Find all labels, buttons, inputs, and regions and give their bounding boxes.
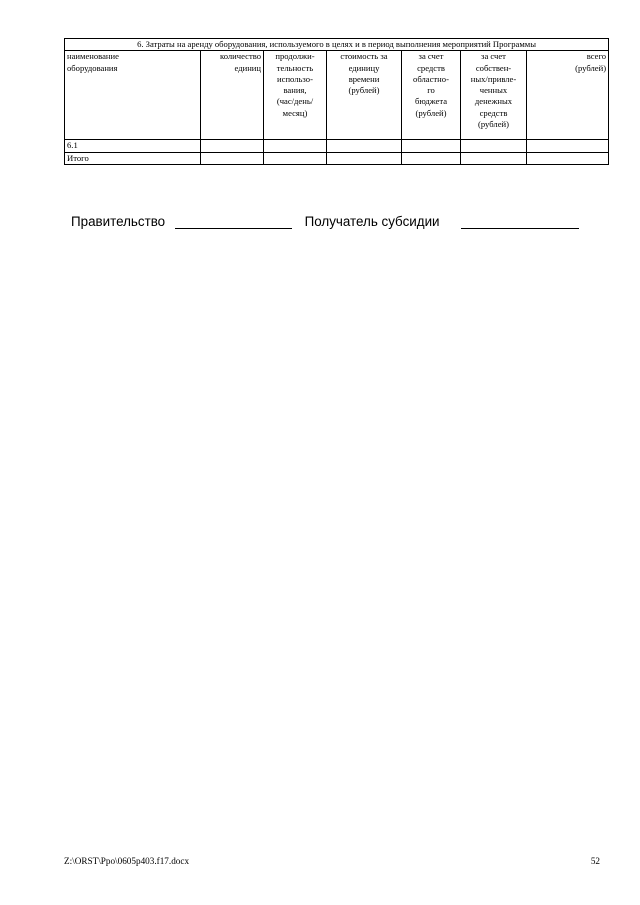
table-caption: 6. Затраты на аренду оборудования, используемого в целях и в период выполнения мероприятий Программы	[65, 39, 609, 51]
government-signature-line	[175, 214, 292, 229]
header-usage-duration: продолжи- тельность использо- вания, (час/день/ месяц)	[264, 51, 327, 140]
table-cell: Итого	[65, 152, 201, 164]
equipment-rental-costs-table	[64, 38, 609, 165]
table-cell	[461, 152, 527, 164]
table-cell	[327, 140, 402, 152]
table-cell	[461, 140, 527, 152]
table-cell	[527, 140, 609, 152]
header-regional-budget: за счет средств областно- го бюджета (рублей)	[402, 51, 461, 140]
header-unit-time-cost: стоимость за единицу времени (рублей)	[327, 51, 402, 140]
header-unit-count: количество единиц	[201, 51, 264, 140]
header-equipment-name: наименование оборудования	[65, 51, 201, 140]
table-row	[65, 152, 609, 164]
table-cell	[527, 152, 609, 164]
recipient-signature-line	[461, 214, 579, 229]
table-cell	[327, 152, 402, 164]
table-cell	[402, 152, 461, 164]
file-path: Z:\ORST\Ppo\0605p403.f17.docx	[64, 856, 190, 866]
page-number: 52	[590, 856, 600, 866]
table-header-row	[65, 51, 609, 140]
table-row	[65, 140, 609, 152]
table-cell	[201, 140, 264, 152]
signature-block	[71, 214, 591, 229]
table-cell	[264, 140, 327, 152]
header-own-funds: за счет собствен- ных/привле- ченных денежных средств (рублей)	[461, 51, 527, 140]
header-total: всего (рублей)	[527, 51, 609, 140]
table-cell: 6.1	[65, 140, 201, 152]
government-label: Правительство	[71, 214, 166, 229]
table-cell	[402, 140, 461, 152]
recipient-label: Получатель субсидии	[304, 214, 440, 229]
table-cell	[201, 152, 264, 164]
table-cell	[264, 152, 327, 164]
